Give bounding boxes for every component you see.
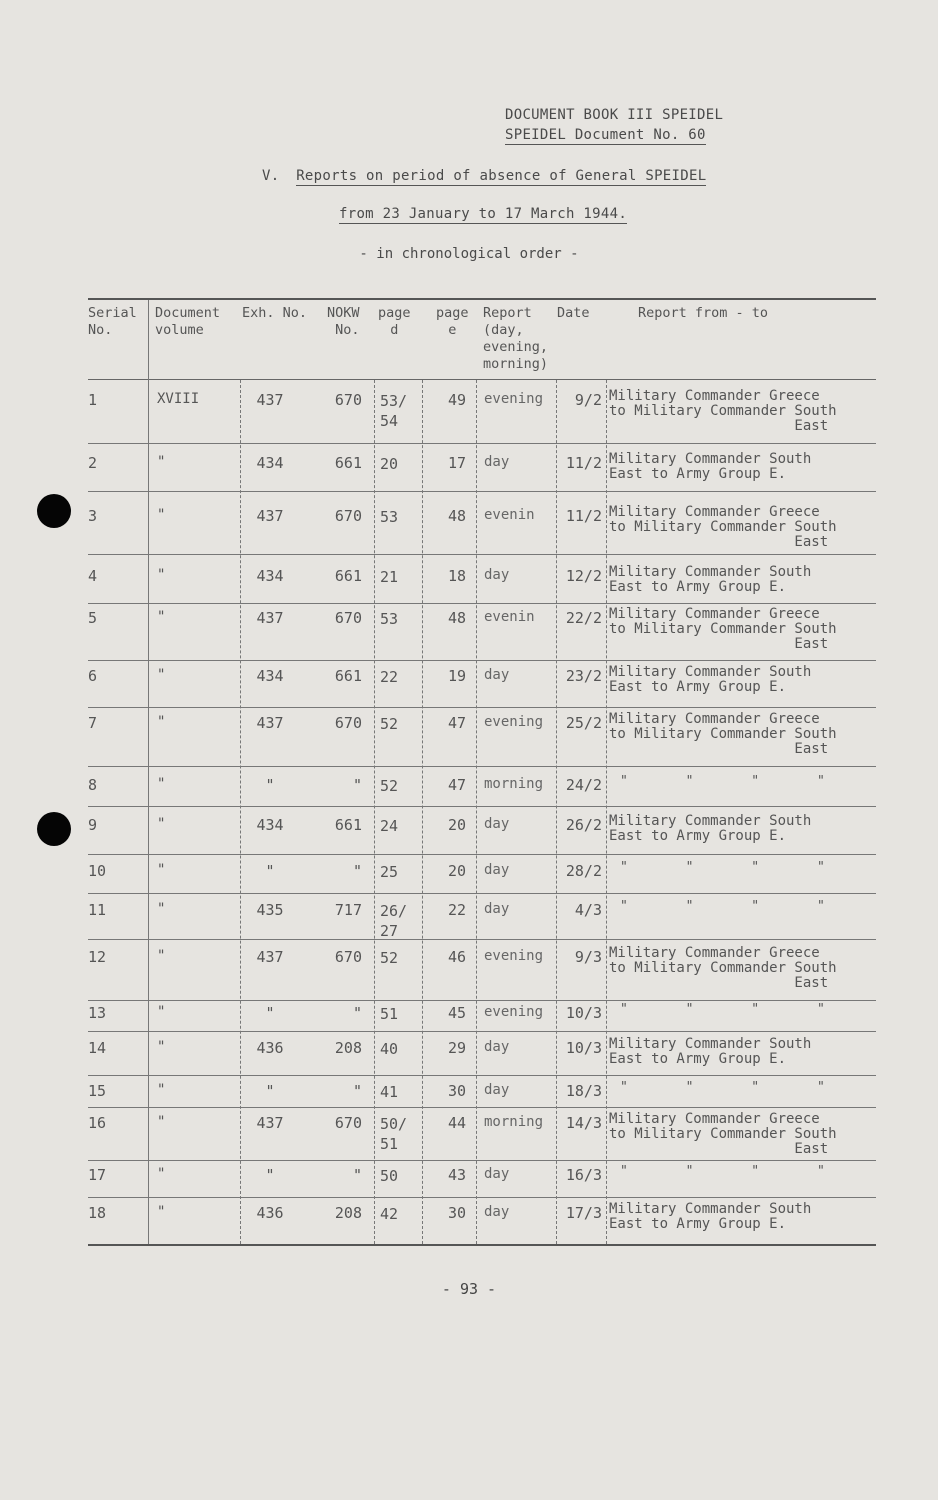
- row-from-to: Military Commander South East to Army Group E.: [609, 564, 812, 595]
- row-exh: 434: [256, 454, 284, 472]
- row-page-e: 48: [447, 609, 466, 627]
- row-divider: [88, 1031, 876, 1032]
- row-serial: 2: [88, 454, 98, 472]
- row-divider: [88, 603, 876, 604]
- col-page-d-header: page d: [378, 305, 411, 338]
- row-exh: 437: [256, 1114, 284, 1132]
- row-divider: [88, 1000, 876, 1001]
- row-page-e: 20: [447, 862, 466, 880]
- row-page-d: 21: [380, 568, 399, 586]
- row-report: evening: [484, 391, 544, 407]
- row-date: 17/3: [565, 1204, 602, 1222]
- page-number: - 93 -: [441, 1280, 497, 1298]
- col-volume-header: Document volume: [155, 305, 221, 338]
- row-divider: [88, 443, 876, 444]
- row-nokw: ": [352, 776, 362, 794]
- row-page-d: 51: [380, 1005, 399, 1023]
- row-divider: [88, 1197, 876, 1198]
- row-nokw: ": [352, 862, 362, 880]
- row-report: day: [484, 1204, 510, 1220]
- row-page-d: 52: [380, 949, 399, 967]
- row-from-to: Military Commander Greece to Military Commander South East: [609, 1111, 837, 1157]
- row-date: 10/3: [565, 1004, 602, 1022]
- row-nokw: ": [352, 1082, 362, 1100]
- row-date: 25/2: [565, 714, 602, 732]
- row-volume: ": [157, 948, 166, 964]
- row-date: 9/3: [574, 948, 602, 966]
- row-date: 24/2: [565, 776, 602, 794]
- row-from-to: Military Commander Greece to Military Commander South East: [609, 504, 837, 550]
- row-exh: 437: [256, 948, 284, 966]
- row-serial: 9: [88, 816, 98, 834]
- row-page-d: 24: [380, 817, 399, 835]
- row-serial: 14: [88, 1039, 107, 1057]
- row-divider: [88, 806, 876, 807]
- row-from-to: Military Commander Greece to Military Commander South East: [609, 388, 837, 434]
- section-title: [262, 168, 706, 184]
- row-from-to: Military Commander Greece to Military Commander South East: [609, 711, 837, 757]
- row-volume: XVIII: [157, 391, 200, 407]
- row-page-e: 18: [447, 567, 466, 585]
- row-nokw: 670: [334, 948, 362, 966]
- row-nokw: 670: [334, 507, 362, 525]
- row-volume: ": [157, 1004, 166, 1020]
- section-roman: V.: [262, 168, 280, 184]
- document-book-label: DOCUMENT BOOK III SPEIDEL: [505, 107, 724, 123]
- col-report-header: Report (day, evening, morning): [483, 305, 549, 372]
- row-serial: 10: [88, 862, 107, 880]
- row-page-d: 53: [380, 610, 399, 628]
- row-exh: 434: [256, 567, 284, 585]
- row-volume: ": [157, 1204, 166, 1220]
- row-report: morning: [484, 1114, 544, 1130]
- row-volume: ": [157, 507, 166, 523]
- row-divider: [88, 1160, 876, 1161]
- col-nokw-header: NOKW No.: [327, 305, 360, 338]
- row-volume: ": [157, 714, 166, 730]
- row-page-e: 20: [447, 816, 466, 834]
- row-divider: [88, 491, 876, 492]
- row-page-d: 50: [380, 1167, 399, 1185]
- row-nokw: ": [352, 1166, 362, 1184]
- row-page-e: 48: [447, 507, 466, 525]
- row-date: 18/3: [565, 1082, 602, 1100]
- row-serial: 12: [88, 948, 107, 966]
- row-date: 26/2: [565, 816, 602, 834]
- col-divider-from-to: [606, 380, 607, 1244]
- row-page-d: 22: [380, 668, 399, 686]
- row-serial: 5: [88, 609, 98, 627]
- row-serial: 7: [88, 714, 98, 732]
- row-page-d: 42: [380, 1205, 399, 1223]
- row-divider: [88, 707, 876, 708]
- row-report: evening: [484, 948, 544, 964]
- row-divider: [88, 893, 876, 894]
- punch-hole-lower: [37, 812, 71, 846]
- row-exh: ": [265, 1166, 275, 1184]
- header-bottom-rule: [88, 379, 876, 380]
- col-page-e-header: page e: [436, 305, 469, 338]
- row-exh: 436: [256, 1039, 284, 1057]
- order-subtitle: - in chronological order -: [359, 246, 579, 262]
- table-bottom-rule: [88, 1244, 876, 1246]
- col-divider-page-e: [422, 380, 423, 1244]
- date-range-text: from 23 January to 17 March 1944.: [339, 206, 628, 222]
- row-page-e: 44: [447, 1114, 466, 1132]
- row-volume: ": [157, 567, 166, 583]
- row-volume: ": [157, 609, 166, 625]
- row-date: 11/2: [565, 454, 602, 472]
- row-divider: [88, 660, 876, 661]
- punch-hole-upper: [37, 494, 71, 528]
- row-report: day: [484, 454, 510, 470]
- row-serial: 17: [88, 1166, 107, 1184]
- row-from-to-ditto: " " " ": [620, 860, 825, 875]
- row-report: day: [484, 1039, 510, 1055]
- row-report: day: [484, 901, 510, 917]
- col-divider-page-d: [374, 380, 375, 1244]
- row-page-d: 40: [380, 1040, 399, 1058]
- row-serial: 1: [88, 391, 98, 409]
- section-title-text: Reports on period of absence of General SPEIDEL: [296, 168, 707, 184]
- row-from-to-ditto: " " " ": [620, 1080, 825, 1095]
- row-divider: [88, 1075, 876, 1076]
- row-report: day: [484, 816, 510, 832]
- row-exh: 436: [256, 1204, 284, 1222]
- row-exh: 437: [256, 391, 284, 409]
- row-volume: ": [157, 901, 166, 917]
- col-date-header: Date: [557, 305, 590, 321]
- row-page-d: 26/ 27: [380, 902, 408, 940]
- row-from-to-ditto: " " " ": [620, 899, 825, 914]
- row-page-e: 22: [447, 901, 466, 919]
- row-from-to: Military Commander South East to Army Group E.: [609, 664, 812, 695]
- row-volume: ": [157, 1082, 166, 1098]
- row-report: day: [484, 862, 510, 878]
- row-page-e: 45: [447, 1004, 466, 1022]
- date-range: [339, 206, 627, 222]
- row-nokw: 670: [334, 609, 362, 627]
- row-from-to: Military Commander South East to Army Group E.: [609, 813, 812, 844]
- row-page-d: 52: [380, 777, 399, 795]
- row-divider: [88, 554, 876, 555]
- table-top-rule: [88, 298, 876, 300]
- row-exh: 437: [256, 609, 284, 627]
- row-page-e: 30: [447, 1082, 466, 1100]
- row-report: evenin: [484, 609, 535, 625]
- row-page-e: 49: [447, 391, 466, 409]
- row-report: day: [484, 1166, 510, 1182]
- row-serial: 16: [88, 1114, 107, 1132]
- row-nokw: 208: [334, 1204, 362, 1222]
- row-nokw: 661: [334, 816, 362, 834]
- row-from-to: Military Commander South East to Army Group E.: [609, 451, 812, 482]
- row-nokw: 670: [334, 1114, 362, 1132]
- row-nokw: 717: [334, 901, 362, 919]
- row-volume: ": [157, 862, 166, 878]
- row-serial: 13: [88, 1004, 107, 1022]
- row-page-d: 41: [380, 1083, 399, 1101]
- row-report: evening: [484, 714, 544, 730]
- row-page-e: 17: [447, 454, 466, 472]
- row-exh: 434: [256, 667, 284, 685]
- row-from-to: Military Commander South East to Army Group E.: [609, 1201, 812, 1232]
- row-from-to: Military Commander Greece to Military Commander South East: [609, 606, 837, 652]
- row-page-d: 52: [380, 715, 399, 733]
- document-number-text: SPEIDEL Document No. 60: [505, 127, 706, 143]
- col-divider-volume: [240, 380, 241, 1244]
- row-report: day: [484, 1082, 510, 1098]
- row-volume: ": [157, 454, 166, 470]
- row-serial: 3: [88, 507, 98, 525]
- row-volume: ": [157, 1114, 166, 1130]
- row-serial: 11: [88, 901, 107, 919]
- document-number-label: [505, 127, 706, 143]
- row-report: morning: [484, 776, 544, 792]
- row-date: 4/3: [574, 901, 602, 919]
- row-nokw: 208: [334, 1039, 362, 1057]
- row-nokw: 661: [334, 667, 362, 685]
- row-nokw: 670: [334, 714, 362, 732]
- row-exh: 437: [256, 507, 284, 525]
- col-from-to-header: Report from - to: [638, 305, 769, 321]
- row-exh: ": [265, 1004, 275, 1022]
- row-report: day: [484, 667, 510, 683]
- row-serial: 6: [88, 667, 98, 685]
- row-date: 16/3: [565, 1166, 602, 1184]
- row-serial: 15: [88, 1082, 107, 1100]
- row-date: 10/3: [565, 1039, 602, 1057]
- row-report: day: [484, 567, 510, 583]
- row-date: 23/2: [565, 667, 602, 685]
- row-from-to-ditto: " " " ": [620, 1002, 825, 1017]
- row-nokw: 661: [334, 454, 362, 472]
- row-from-to-ditto: " " " ": [620, 1164, 825, 1179]
- row-volume: ": [157, 1166, 166, 1182]
- row-date: 22/2: [565, 609, 602, 627]
- row-exh: ": [265, 776, 275, 794]
- row-volume: ": [157, 667, 166, 683]
- row-nokw: 661: [334, 567, 362, 585]
- row-exh: 435: [256, 901, 284, 919]
- col-serial-header: Serial No.: [88, 305, 137, 338]
- row-page-e: 46: [447, 948, 466, 966]
- row-divider: [88, 854, 876, 855]
- row-exh: 434: [256, 816, 284, 834]
- row-serial: 18: [88, 1204, 107, 1222]
- col-divider-serial: [148, 300, 149, 1244]
- row-nokw: 670: [334, 391, 362, 409]
- row-from-to: Military Commander Greece to Military Commander South East: [609, 945, 837, 991]
- row-divider: [88, 939, 876, 940]
- row-nokw: ": [352, 1004, 362, 1022]
- col-exh-header: Exh. No.: [242, 305, 308, 321]
- row-date: 9/2: [574, 391, 602, 409]
- row-page-d: 50/ 51: [380, 1115, 408, 1153]
- row-page-d: 53: [380, 508, 399, 526]
- row-date: 28/2: [565, 862, 602, 880]
- row-date: 11/2: [565, 507, 602, 525]
- row-report: evening: [484, 1004, 544, 1020]
- row-divider: [88, 766, 876, 767]
- row-page-d: 25: [380, 863, 399, 881]
- row-date: 12/2: [565, 567, 602, 585]
- col-divider-report: [476, 380, 477, 1244]
- row-page-e: 43: [447, 1166, 466, 1184]
- row-page-e: 47: [447, 776, 466, 794]
- row-page-d: 53/ 54: [380, 392, 408, 430]
- row-exh: ": [265, 862, 275, 880]
- row-volume: ": [157, 776, 166, 792]
- row-page-d: 20: [380, 455, 399, 473]
- row-serial: 4: [88, 567, 98, 585]
- row-from-to-ditto: " " " ": [620, 774, 825, 789]
- row-page-e: 29: [447, 1039, 466, 1057]
- row-page-e: 19: [447, 667, 466, 685]
- row-exh: 437: [256, 714, 284, 732]
- row-volume: ": [157, 1039, 166, 1055]
- row-divider: [88, 1107, 876, 1108]
- row-report: evenin: [484, 507, 535, 523]
- row-serial: 8: [88, 776, 98, 794]
- row-date: 14/3: [565, 1114, 602, 1132]
- row-exh: ": [265, 1082, 275, 1100]
- row-volume: ": [157, 816, 166, 832]
- row-from-to: Military Commander South East to Army Group E.: [609, 1036, 812, 1067]
- row-page-e: 47: [447, 714, 466, 732]
- row-page-e: 30: [447, 1204, 466, 1222]
